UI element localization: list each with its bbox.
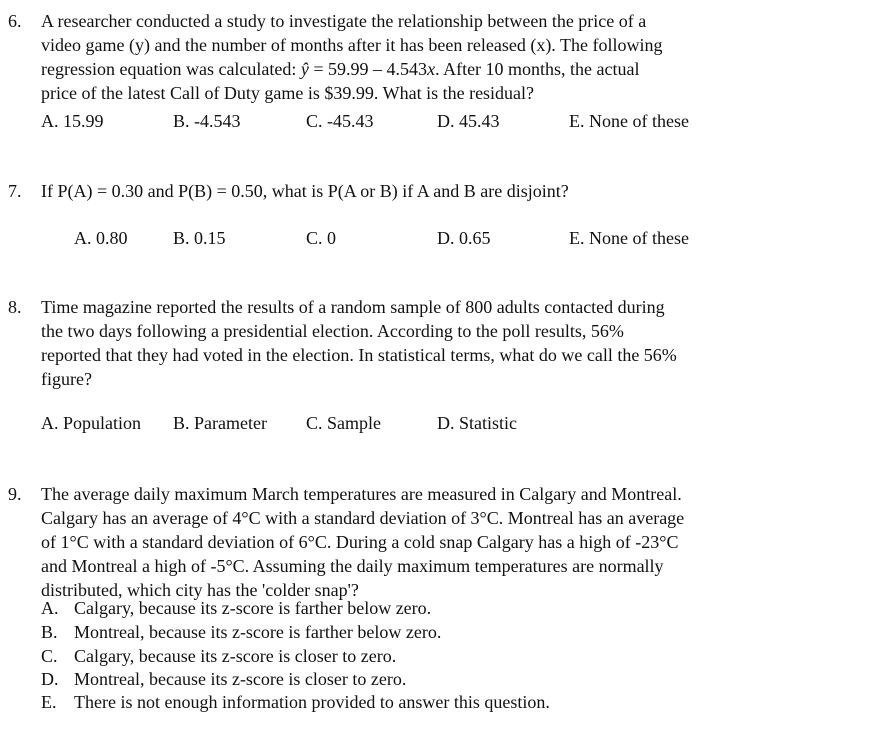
question-line: video game (y) and the number of months after it has been released (x). The following — [41, 35, 663, 55]
choice-d[interactable]: D. Statistic — [437, 413, 517, 433]
choice-d[interactable]: D. 0.65 — [437, 228, 491, 248]
choice-a[interactable]: A. 15.99 — [41, 111, 104, 131]
choice-text: Calgary, because its z-score is farther below zero. — [74, 598, 432, 618]
choice-e[interactable]: E. None of these — [569, 228, 689, 248]
choice-a[interactable]: A. Population — [41, 413, 142, 433]
choice-b[interactable] — [41, 620, 441, 644]
question-line: of 1°C with a standard deviation of 6°C. During a cold snap Calgary has a high of -23°C — [41, 532, 679, 552]
choice-label: A. — [41, 598, 59, 618]
choice-e[interactable]: E. None of these — [569, 111, 689, 131]
choice-c[interactable]: C. 0 — [306, 228, 337, 248]
choice-label: E. — [41, 692, 57, 712]
regression-equation: = 59.99 – 4.543 — [308, 59, 428, 79]
choice-c[interactable]: C. -45.43 — [306, 111, 374, 131]
choice-label: D. — [41, 669, 59, 689]
question-number: 9. — [8, 484, 22, 504]
question-line: figure? — [41, 369, 92, 389]
choice-c[interactable]: C. Sample — [306, 413, 381, 433]
question-number: 7. — [8, 181, 22, 201]
question-text — [41, 295, 771, 391]
choice-text: Montreal, because its z-score is closer to zero. — [74, 669, 407, 689]
choice-c[interactable] — [41, 644, 396, 668]
question-line: reported that they had voted in the election. In statistical terms, what do we call the 56% — [41, 345, 677, 365]
question-line: If P(A) = 0.30 and P(B) = 0.50, what is P(A or B) if A and B are disjoint? — [41, 181, 569, 201]
question-text — [41, 179, 771, 203]
question-line: A researcher conducted a study to investigate the relationship between the price of a — [41, 11, 647, 31]
choice-b[interactable]: B. 0.15 — [173, 228, 226, 248]
choice-label: B. — [41, 622, 58, 642]
question-line: price of the latest Call of Duty game is $39.99. What is the residual? — [41, 83, 535, 103]
choice-a[interactable] — [41, 596, 431, 620]
equation-lead-text: regression equation was calculated: — [41, 59, 301, 79]
y-hat-symbol: ŷ — [300, 59, 309, 79]
question-text — [41, 482, 771, 602]
question-number: 8. — [8, 297, 22, 317]
question-line: Calgary has an average of 4°C with a standard deviation of 3°C. Montreal has an average — [41, 508, 685, 528]
choice-text: There is not enough information provided to answer this question. — [74, 692, 550, 712]
choice-e[interactable] — [41, 690, 550, 714]
question-line-equation — [41, 57, 771, 81]
question-line: Time magazine reported the results of a random sample of 800 adults contacted during — [41, 297, 665, 317]
choice-b[interactable]: B. Parameter — [173, 413, 267, 433]
choice-text: Calgary, because its z-score is closer to zero. — [74, 646, 397, 666]
choice-text: Montreal, because its z-score is farther below zero. — [74, 622, 442, 642]
choice-a[interactable]: A. 0.80 — [74, 228, 128, 248]
question-line: the two days following a presidential election. According to the poll results, 56% — [41, 321, 624, 341]
question-text — [41, 9, 771, 105]
question-line: distributed, which city has the 'colder snap'? — [41, 580, 359, 600]
choice-d[interactable] — [41, 667, 406, 691]
question-number: 6. — [8, 11, 22, 31]
choice-label: C. — [41, 646, 58, 666]
choice-b[interactable]: B. -4.543 — [173, 111, 241, 131]
choice-d[interactable]: D. 45.43 — [437, 111, 500, 131]
equation-trail-text: . After 10 months, the actual — [435, 59, 640, 79]
question-line: and Montreal a high of -5°C. Assuming the daily maximum temperatures are normally — [41, 556, 664, 576]
equation-variable: x — [427, 59, 436, 79]
question-line: The average daily maximum March temperatures are measured in Calgary and Montreal. — [41, 484, 682, 504]
